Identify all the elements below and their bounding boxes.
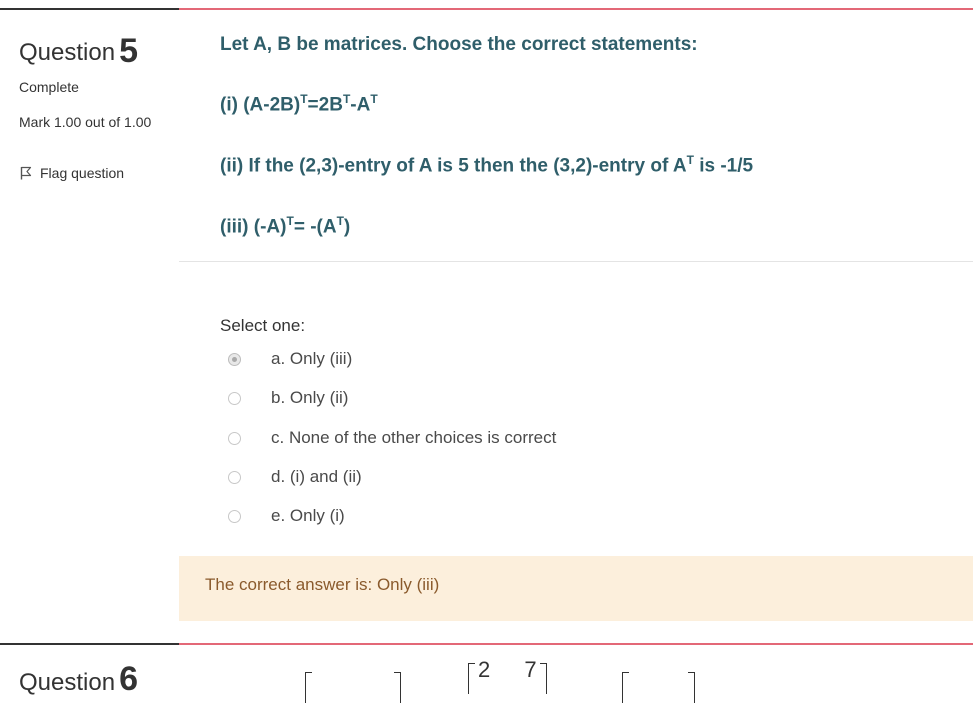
matrix-bracket-left — [622, 672, 629, 703]
answer-label: e. Only (i) — [271, 506, 345, 525]
next-content-divider — [179, 643, 973, 645]
answer-label: d. (i) and (ii) — [271, 467, 362, 486]
info-divider — [0, 8, 179, 10]
question-number — [19, 30, 138, 69]
matrix-bracket-left — [305, 672, 312, 703]
answer-label: a. Only (iii) — [271, 349, 353, 368]
flag-question-link[interactable] — [20, 165, 124, 181]
answer-label: b. Only (ii) — [271, 388, 349, 407]
radio-button[interactable] — [228, 353, 241, 366]
statement-ii: (ii) If the (2,3)-entry of A is 5 then the (3,2)-entry of $A^T$ is -1/5 — [220, 153, 754, 177]
question-info — [0, 0, 179, 640]
radio-button[interactable] — [228, 392, 241, 405]
matrix-top-row: 2 7 — [478, 657, 551, 682]
question-divider — [179, 261, 973, 262]
question-intro: Let A, B be matrices. Choose the correct statements: — [220, 34, 698, 55]
statement-i: (i) $(A-2B)^T=2B^T-A^T$ — [220, 92, 378, 116]
feedback-text: The correct answer is: Only (iii) — [205, 575, 440, 594]
question-content — [179, 0, 973, 640]
next-question-number: Question 6 — [19, 660, 138, 698]
next-info-divider — [0, 643, 179, 645]
radio-button[interactable] — [228, 510, 241, 523]
select-one-prompt: Select one: — [220, 316, 306, 335]
statement-iii: (iii) $(-A)^T= -(A^T)$ — [220, 214, 351, 238]
question-grade: Mark 1.00 out of 1.00 — [19, 114, 152, 130]
question-state: Complete — [19, 79, 79, 95]
question-word: Question — [19, 39, 116, 66]
flag-question-label: Flag question — [40, 165, 125, 181]
flag-icon — [20, 166, 32, 180]
answer-label: c. None of the other choices is correct — [271, 428, 557, 447]
content-divider — [179, 8, 973, 10]
radio-button[interactable] — [228, 471, 241, 484]
matrix-bracket-right — [394, 672, 401, 703]
matrix-bracket-left — [468, 663, 475, 694]
matrix-bracket-right — [540, 663, 547, 694]
correct-answer-feedback — [179, 556, 973, 621]
question-number-value: 5 — [119, 32, 138, 70]
matrix-bracket-right — [688, 672, 695, 703]
radio-button[interactable] — [228, 432, 241, 445]
